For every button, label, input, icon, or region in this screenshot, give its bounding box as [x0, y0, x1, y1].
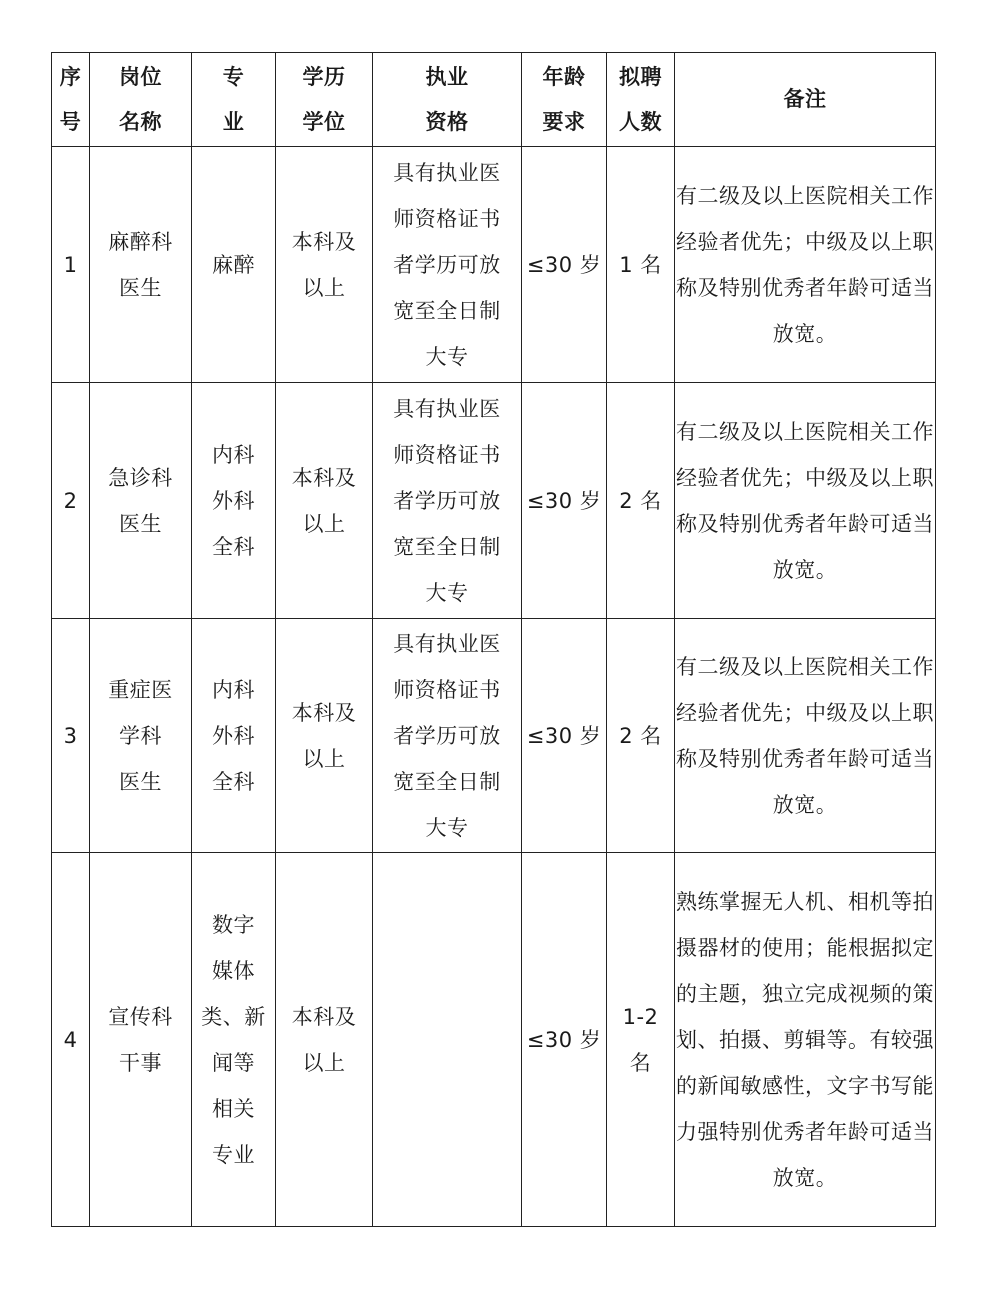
cell-post: 麻醉科 医生	[90, 147, 192, 383]
cell-age: ≤30 岁	[522, 853, 607, 1227]
table-row	[52, 383, 936, 619]
table-row	[52, 853, 936, 1227]
recruitment-table	[51, 52, 936, 1227]
cell-count: 1 名	[607, 147, 675, 383]
cell-degree: 本科及 以上	[276, 147, 373, 383]
cell-degree: 本科及 以上	[276, 619, 373, 853]
cell-count: 2 名	[607, 619, 675, 853]
cell-qualification	[373, 853, 522, 1227]
cell-qualification: 具有执业医 师资格证书 者学历可放 宽至全日制 大专	[373, 147, 522, 383]
cell-major: 内科 外科 全科	[192, 383, 276, 619]
cell-major: 内科 外科 全科	[192, 619, 276, 853]
header-cell-age: 年龄 要求	[522, 53, 607, 147]
cell-no: 2	[52, 383, 90, 619]
cell-note: 有二级及以上医院相关工作经验者优先；中级及以上职称及特别优秀者年龄可适当放宽。	[675, 147, 936, 383]
table-header-row	[52, 53, 936, 147]
header-cell-note: 备注	[675, 53, 936, 147]
cell-qualification: 具有执业医 师资格证书 者学历可放 宽至全日制 大专	[373, 383, 522, 619]
header-cell-count: 拟聘 人数	[607, 53, 675, 147]
cell-qualification: 具有执业医 师资格证书 者学历可放 宽至全日制 大专	[373, 619, 522, 853]
cell-age: ≤30 岁	[522, 619, 607, 853]
header-cell-no: 序 号	[52, 53, 90, 147]
header-cell-major: 专 业	[192, 53, 276, 147]
cell-no: 4	[52, 853, 90, 1227]
cell-major: 麻醉	[192, 147, 276, 383]
cell-degree: 本科及 以上	[276, 853, 373, 1227]
cell-age: ≤30 岁	[522, 147, 607, 383]
header-cell-qualification: 执业 资格	[373, 53, 522, 147]
table-row	[52, 147, 936, 383]
cell-no: 3	[52, 619, 90, 853]
cell-degree: 本科及 以上	[276, 383, 373, 619]
cell-note: 有二级及以上医院相关工作经验者优先；中级及以上职称及特别优秀者年龄可适当放宽。	[675, 619, 936, 853]
cell-post: 急诊科 医生	[90, 383, 192, 619]
cell-count: 2 名	[607, 383, 675, 619]
cell-post: 重症医 学科 医生	[90, 619, 192, 853]
cell-note: 有二级及以上医院相关工作经验者优先；中级及以上职称及特别优秀者年龄可适当放宽。	[675, 383, 936, 619]
cell-post: 宣传科 干事	[90, 853, 192, 1227]
cell-major: 数字 媒体 类、新 闻等 相关 专业	[192, 853, 276, 1227]
cell-note: 熟练掌握无人机、相机等拍摄器材的使用；能根据拟定的主题，独立完成视频的策划、拍摄、剪辑等。有较强的新闻敏感性，文字书写能力强特别优秀者年龄可适当放宽。	[675, 853, 936, 1227]
table-row	[52, 619, 936, 853]
cell-age: ≤30 岁	[522, 383, 607, 619]
cell-count: 1-2 名	[607, 853, 675, 1227]
cell-no: 1	[52, 147, 90, 383]
header-cell-post: 岗位 名称	[90, 53, 192, 147]
header-cell-degree: 学历 学位	[276, 53, 373, 147]
